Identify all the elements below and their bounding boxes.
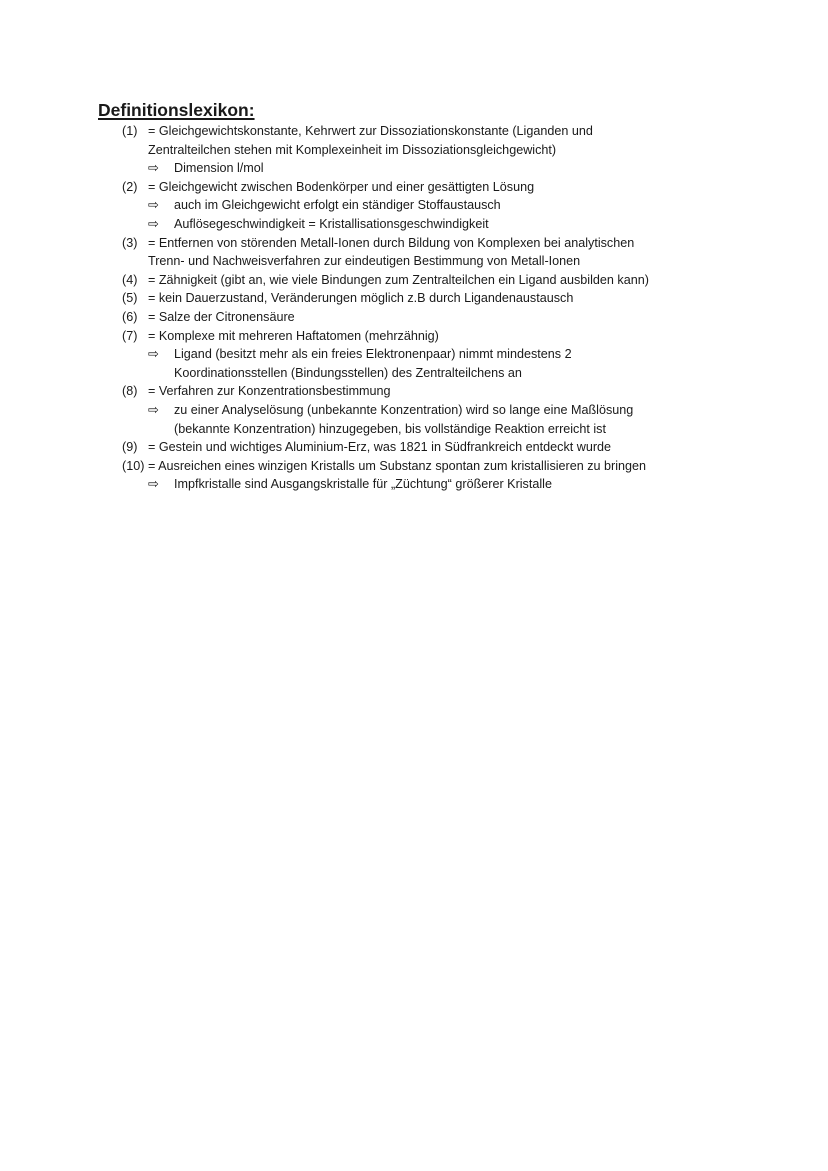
page-title: Definitionslexikon: [98,100,255,120]
arrow-right-icon: ⇨ [148,160,159,176]
definition-entry [122,234,722,271]
arrow-right-icon: ⇨ [148,476,159,492]
entry-text: = Gleichgewichtskonstante, Kehrwert zur Dissoziationskonstante (Liganden und [148,124,593,138]
entry-text: = kein Dauerzustand, Veränderungen möglich z.B durch Ligandenaustausch [148,291,574,306]
sub-point [122,475,722,494]
entry-text: = Entfernen von störenden Metall-Ionen durch Bildung von Komplexen bei analytischen [148,235,635,250]
sub-point [122,401,722,438]
arrow-right-icon: ⇨ [148,401,159,417]
sub-point [122,159,722,178]
sub-point-text: Ligand (besitzt mehr als ein freies Elektronenpaar) nimmt mindestens 2 [174,347,572,362]
sub-point-text: Impfkristalle sind Ausgangskristalle für „Züchtung“ größerer Kristalle [174,477,552,492]
sub-point-text: Auflösegeschwindigkeit = Kristallisationsgeschwindigkeit [174,216,489,231]
entry-text: Trenn- und Nachweisverfahren zur eindeutigen Bestimmung von Metall-Ionen [148,254,581,269]
sub-point [122,215,722,234]
definition-entry [122,178,722,197]
entry-number: (8) [122,384,138,399]
entry-number: (3) [122,235,138,250]
sub-point-text: (bekannte Konzentration) hinzugegeben, bis vollständige Reaktion erreicht ist [174,421,606,436]
sub-point [122,196,722,215]
entry-text: = Gestein und wichtiges Aluminium-Erz, was 1821 in Südfrankreich entdeckt wurde [148,440,612,455]
definition-entry [122,327,722,346]
entry-number: (7) [122,328,138,343]
entry-number: (6) [122,309,138,324]
sub-point-text: auch im Gleichgewicht erfolgt ein ständiger Stoffaustausch [174,198,501,213]
arrow-right-icon: ⇨ [148,197,159,213]
definition-entry [122,308,722,327]
arrow-right-icon: ⇨ [148,215,159,231]
definition-list [122,122,722,494]
entry-number: (9) [122,440,138,455]
definition-entry [122,271,722,290]
entry-number: (4) [122,272,138,287]
definition-entry [122,438,722,457]
entry-number: (1) [122,124,138,138]
sub-point-text: Koordinationsstellen (Bindungsstellen) des Zentralteilchens an [174,365,522,380]
entry-number: (5) [122,291,138,306]
entry-text: = Komplexe mit mehreren Haftatomen (mehrzähnig) [148,328,439,343]
sub-point [122,345,722,382]
definition-entry [122,289,722,308]
sub-point-text: Dimension l/mol [174,161,264,176]
entry-text: = Ausreichen eines winzigen Kristalls um Substanz spontan zum kristallisieren zu bringen [148,458,647,473]
sub-point-text: zu einer Analyselösung (unbekannte Konzentration) wird so lange eine Maßlösung [174,402,634,417]
definition-entry [122,457,722,476]
entry-number: (10) [122,458,145,473]
entry-text: = Zähnigkeit (gibt an, wie viele Bindungen zum Zentralteilchen ein Ligand ausbilden kann) [148,272,649,287]
entry-text: = Gleichgewicht zwischen Bodenkörper und einer gesättigten Lösung [148,179,535,194]
definition-entry [122,122,722,159]
entry-text: Zentralteilchen stehen mit Komplexeinheit im Dissoziationsgleichgewicht) [148,142,557,157]
entry-number: (2) [122,179,138,194]
entry-text: = Salze der Citronensäure [148,309,295,324]
entry-text: = Verfahren zur Konzentrationsbestimmung [148,384,391,399]
definition-entry [122,382,722,401]
arrow-right-icon: ⇨ [148,346,159,362]
